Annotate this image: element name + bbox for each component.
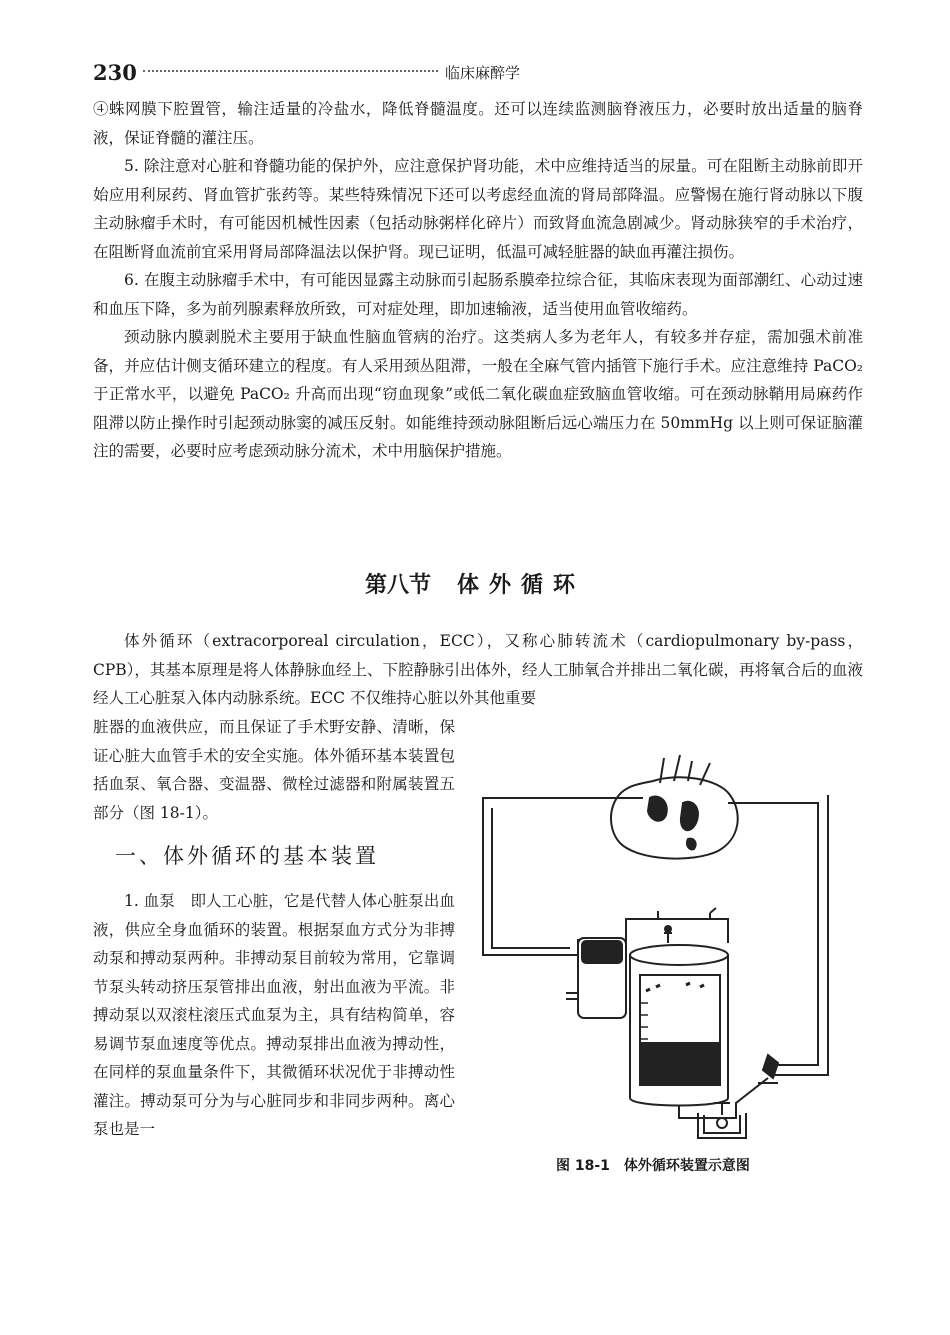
page-number: 230 <box>93 60 137 85</box>
arterial-line <box>728 795 828 1075</box>
section-heading <box>0 568 950 599</box>
ecc-apparatus-figure <box>478 743 863 1143</box>
paragraph: 1. 血泵 即人工心脏，它是代替人体心脏泵出血液，供应全身血循环的装置。根据泵血方式分为非搏动泵和搏动泵两种。非搏动泵目前较为常用，它靠调节泵头转动挤压泵管排出血液，射出血液为平流。非搏动泵以双滚柱滚压式血泵为主，具有结构简单，容易调节泵血速度等优点。搏动泵排出血液为搏动性，在同样的泵血量条件下，其微循环状况优于非搏动性灌注。搏动泵可分为与心脏同步和非同步两种。离心泵也是一 <box>93 892 455 1138</box>
header-leader-dots <box>143 66 438 72</box>
venous-line <box>483 798 643 955</box>
top-text-block <box>93 95 863 466</box>
ecc-diagram <box>478 743 863 1143</box>
paragraph: ④蛛网膜下腔置管，输注适量的冷盐水，降低脊髓温度。还可以连续监测脑脊液压力，必要时放出适量的脑脊液，保证脊髓的灌注压。 <box>93 100 863 147</box>
left-column <box>93 713 455 1144</box>
book-title: 临床麻醉学 <box>445 64 521 82</box>
figure-caption-text: 体外循环装置示意图 <box>623 1158 750 1174</box>
figure-caption <box>556 1155 750 1175</box>
paragraph: 5. 除注意对心脏和脊髓功能的保护外，应注意保护肾功能，术中应维持适当的尿量。可在阻断主动脉前即开始应用利尿药、肾血管扩张药等。某些特殊情况下还可以考虑经血流的肾局部降温。应警惕在施行肾动脉以下腹主动脉瘤手术时，有可能因机械性因素（包括动脉粥样化碎片）而致肾血流急剧减少。肾动脉狭窄的手术治疗，在阻断肾血流前宜采用肾局部降温法以保护肾。现已证明，低温可减轻脏器的缺血再灌注损伤。 <box>93 157 863 261</box>
section-number: 第八节 <box>364 573 431 598</box>
section-title: 体外循环 <box>457 573 586 598</box>
subheading: 一、体外循环的基本装置 <box>115 844 379 868</box>
paragraph: 颈动脉内膜剥脱术主要用于缺血性脑血管病的治疗。这类病人多为老年人，有较多并存症，需加强术前准备，并应估计侧支循环建立的程度。有人采用颈丛阻滞，一般在全麻气管内插管下施行手术。应注意维持 PaCO₂ 于正常水平，以避免 PaCO₂ 升高而出现“窃血现象”或低二氧化碳血症致脑血管收缩。可在颈动脉鞘用局麻药作阻滞以防止操作时引起颈动脉窦的减压反射。如能维持颈动脉阻断后远心端压力在 50mmHg 以上则可保证脑灌注的需要，必要时应考虑颈动脉分流术，术中用脑保护措施。 <box>93 328 863 460</box>
paragraph: 6. 在腹主动脉瘤手术中，有可能因显露主动脉而引起肠系膜牵拉综合征，其临床表现为面部潮红、心动过速和血压下降，多为前列腺素释放所致，可对症处理，即加速输液，适当使用血管收缩药。 <box>93 271 863 318</box>
running-header <box>93 60 873 86</box>
section-intro <box>93 627 863 713</box>
paragraph-continued: 脏器的血液供应，而且保证了手术野安静、清晰，保证心脏大血管手术的安全实施。体外循环基本装置包括血泵、氧合器、变温器、微栓过滤器和附属装置五部分（图 18-1）。 <box>93 718 455 822</box>
heart-illustration <box>611 777 738 858</box>
paragraph: 体外循环（extracorporeal circulation，ECC），又称心肺转流术（cardiopulmonary by-pass，CPB），其基本原理是将人体静脉血经上、下腔静脉引出体外，经人工肺氧合并排出二氧化碳，再将氧合后的血液经人工心脏泵入体内动脉系统。ECC 不仅维持心脏以外其他重要 <box>93 632 863 707</box>
figure-number: 图 18-1 <box>556 1158 610 1174</box>
